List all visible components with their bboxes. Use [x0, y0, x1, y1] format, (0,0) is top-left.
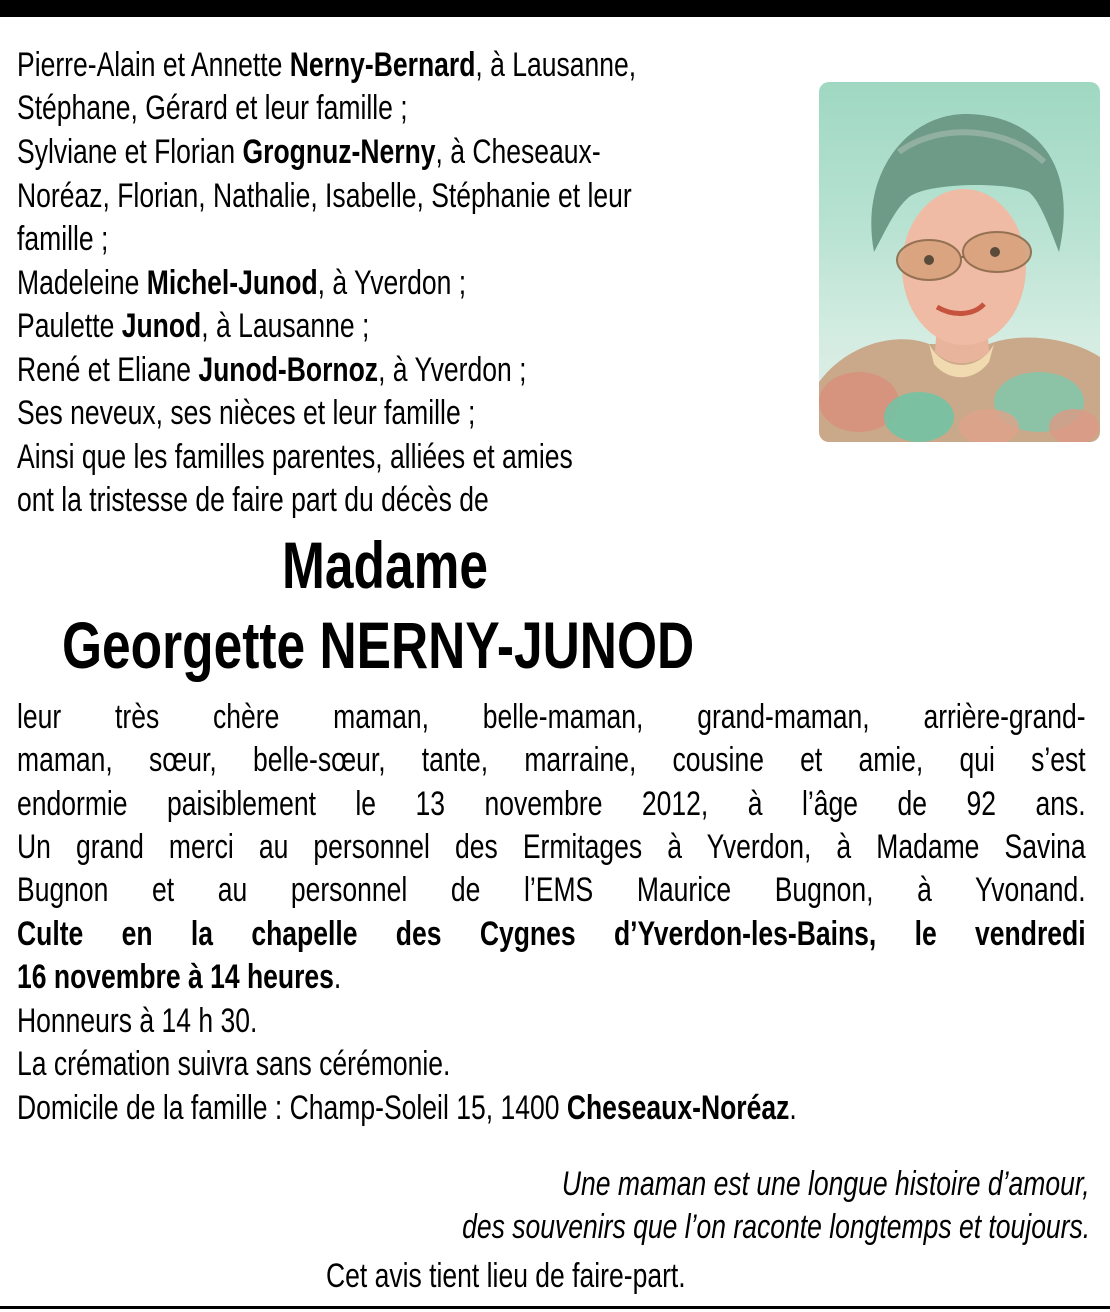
footer-note: Cet avis tient lieu de faire-part. — [326, 1257, 686, 1295]
text: Domicile de la famille : Champ-Soleil 15, 1400 — [17, 1089, 567, 1127]
text: . — [789, 1089, 797, 1127]
text: endormie paisiblement le 13 novembre 2012, à l’âge de 92 ans. — [17, 785, 1086, 823]
bottom-rule — [0, 1306, 1110, 1309]
quote-line-2: des souvenirs que l’on raconte longtemps et toujours. — [461, 1208, 1090, 1246]
deceased-title: Madame — [282, 528, 489, 602]
text: Bugnon et au personnel de l’EMS Maurice Bugnon, à Yvonand. — [17, 871, 1086, 909]
family-line-9: Ses neveux, ses nièces et leur famille ; — [17, 394, 476, 432]
text: René et Eliane — [17, 351, 199, 389]
text: , à Cheseaux- — [435, 133, 601, 171]
text: leur très chère maman, belle-maman, grand-maman, arrière-grand- — [17, 698, 1086, 736]
ceremony-line-2 — [17, 957, 341, 997]
quote-line-1: Une maman est une longue histoire d’amour, — [562, 1165, 1090, 1203]
top-rule — [0, 0, 1110, 17]
text: , à Lausanne, — [475, 46, 637, 84]
family-name: Junod — [121, 307, 202, 345]
ceremony-line-1 — [17, 914, 1086, 954]
family-line-1 — [17, 45, 636, 85]
body-line-4 — [17, 827, 1086, 867]
honours-line: Honneurs à 14 h 30. — [17, 1002, 258, 1040]
text: . — [333, 958, 342, 996]
body-line-5 — [17, 870, 1086, 910]
family-name: Michel-Junod — [146, 264, 318, 302]
family-line-7 — [17, 306, 369, 346]
deceased-name: Georgette NERNY-JUNOD — [62, 608, 695, 682]
portrait-image — [819, 82, 1100, 442]
family-line-11: ont la tristesse de faire part du décès de — [17, 481, 489, 519]
text: Paulette — [17, 307, 122, 345]
body-line-1 — [17, 697, 1086, 737]
body-line-3 — [17, 784, 1086, 824]
family-line-5: famille ; — [17, 220, 109, 258]
ceremony-date: 16 novembre à 14 heures — [17, 958, 334, 996]
text: Un grand merci au personnel des Ermitages à Yverdon, à Madame Savina — [17, 828, 1086, 866]
family-name: Nerny-Bernard — [289, 46, 476, 84]
family-line-4: Noréaz, Florian, Nathalie, Isabelle, Stéphanie et leur — [17, 177, 632, 215]
family-line-6 — [17, 263, 466, 303]
text: , à Yverdon ; — [317, 264, 467, 302]
family-line-8 — [17, 350, 526, 390]
text: , à Yverdon ; — [378, 351, 527, 389]
family-line-2: Stéphane, Gérard et leur famille ; — [17, 89, 408, 127]
family-line-3 — [17, 132, 601, 172]
locality: Cheseaux-Noréaz — [566, 1089, 790, 1127]
ceremony-text: Culte en la chapelle des Cygnes d’Yverdon-les-Bains, le vendredi — [17, 915, 1086, 953]
portrait-photo — [819, 82, 1100, 442]
cremation-line: La crémation suivra sans cérémonie. — [17, 1045, 451, 1083]
text: Madeleine — [17, 264, 147, 302]
text: Pierre-Alain et Annette — [17, 46, 290, 84]
text: , à Lausanne ; — [201, 307, 370, 345]
body-line-2 — [17, 740, 1086, 780]
address-line — [17, 1088, 797, 1128]
text: maman, sœur, belle-sœur, tante, marraine, cousine et amie, qui s’est — [17, 741, 1086, 779]
family-name: Junod-Bornoz — [198, 351, 379, 389]
text: Sylviane et Florian — [17, 133, 243, 171]
family-name: Grognuz-Nerny — [242, 133, 436, 171]
family-line-10: Ainsi que les familles parentes, alliées et amies — [17, 438, 573, 476]
